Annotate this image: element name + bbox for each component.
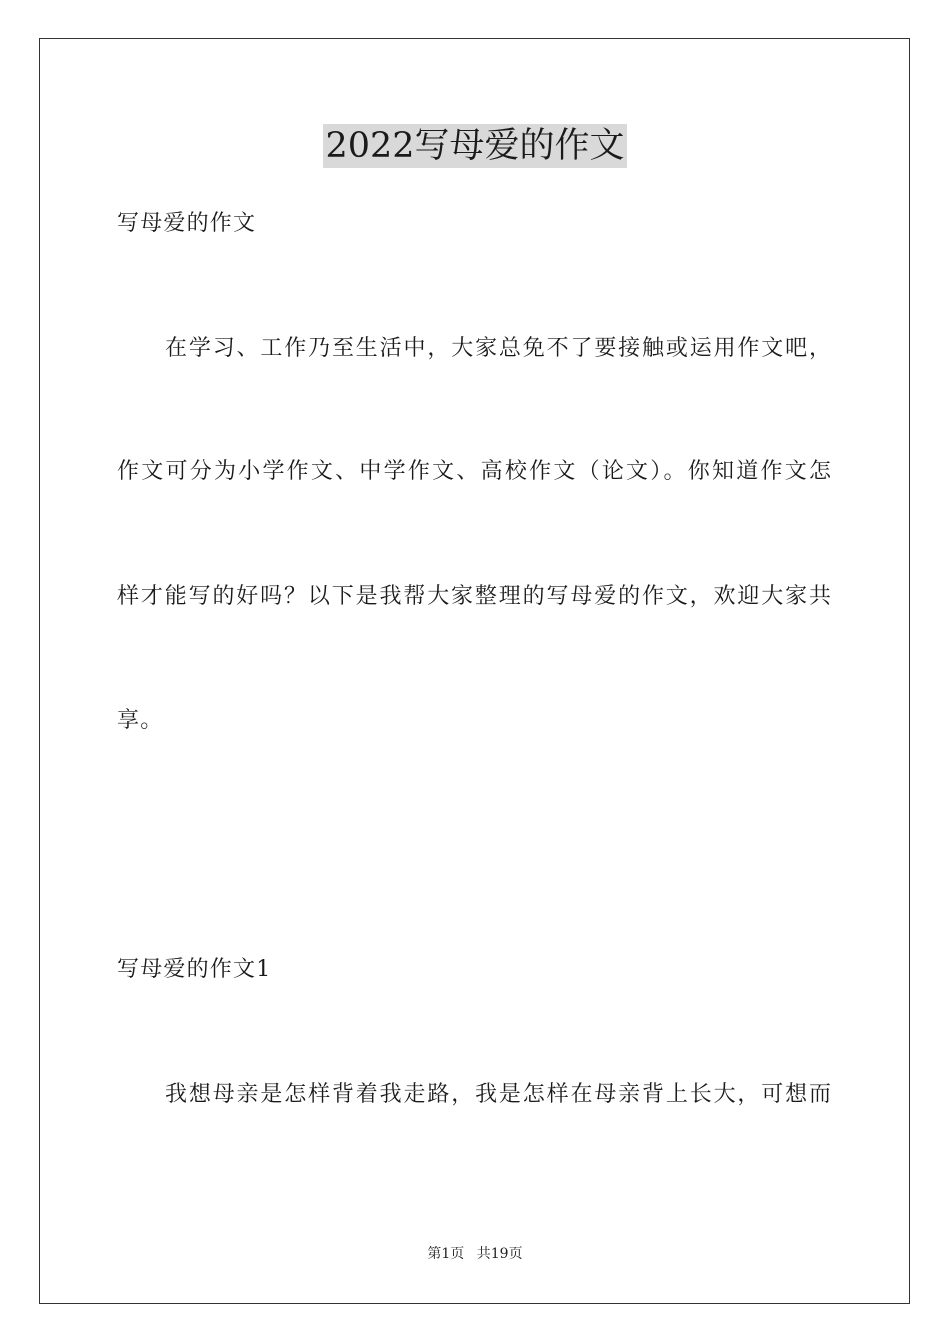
intro-line-1: 在学习、工作乃至生活中，大家总免不了要接触或运用作文吧， [165,336,831,361]
page-number-current: 第1页 [427,1246,465,1262]
page-number-total: 共19页 [476,1246,523,1262]
intro-line-4: 享。 [117,708,164,733]
document-heading: 写母爱的作文 [117,211,257,236]
section-line-1: 我想母亲是怎样背着我走路，我是怎样在母亲背上长大，可想而 [165,1082,831,1107]
title-container [0,124,950,168]
page-footer [0,1245,950,1263]
intro-line-2: 作文可分为小学作文、中学作文、高校作文（论文）。你知道作文怎 [117,459,831,484]
section-heading: 写母爱的作文1 [117,957,272,982]
intro-line-3: 样才能写的好吗？以下是我帮大家整理的写母爱的作文，欢迎大家共 [117,584,831,609]
document-title: 2022写母爱的作文 [325,126,625,166]
